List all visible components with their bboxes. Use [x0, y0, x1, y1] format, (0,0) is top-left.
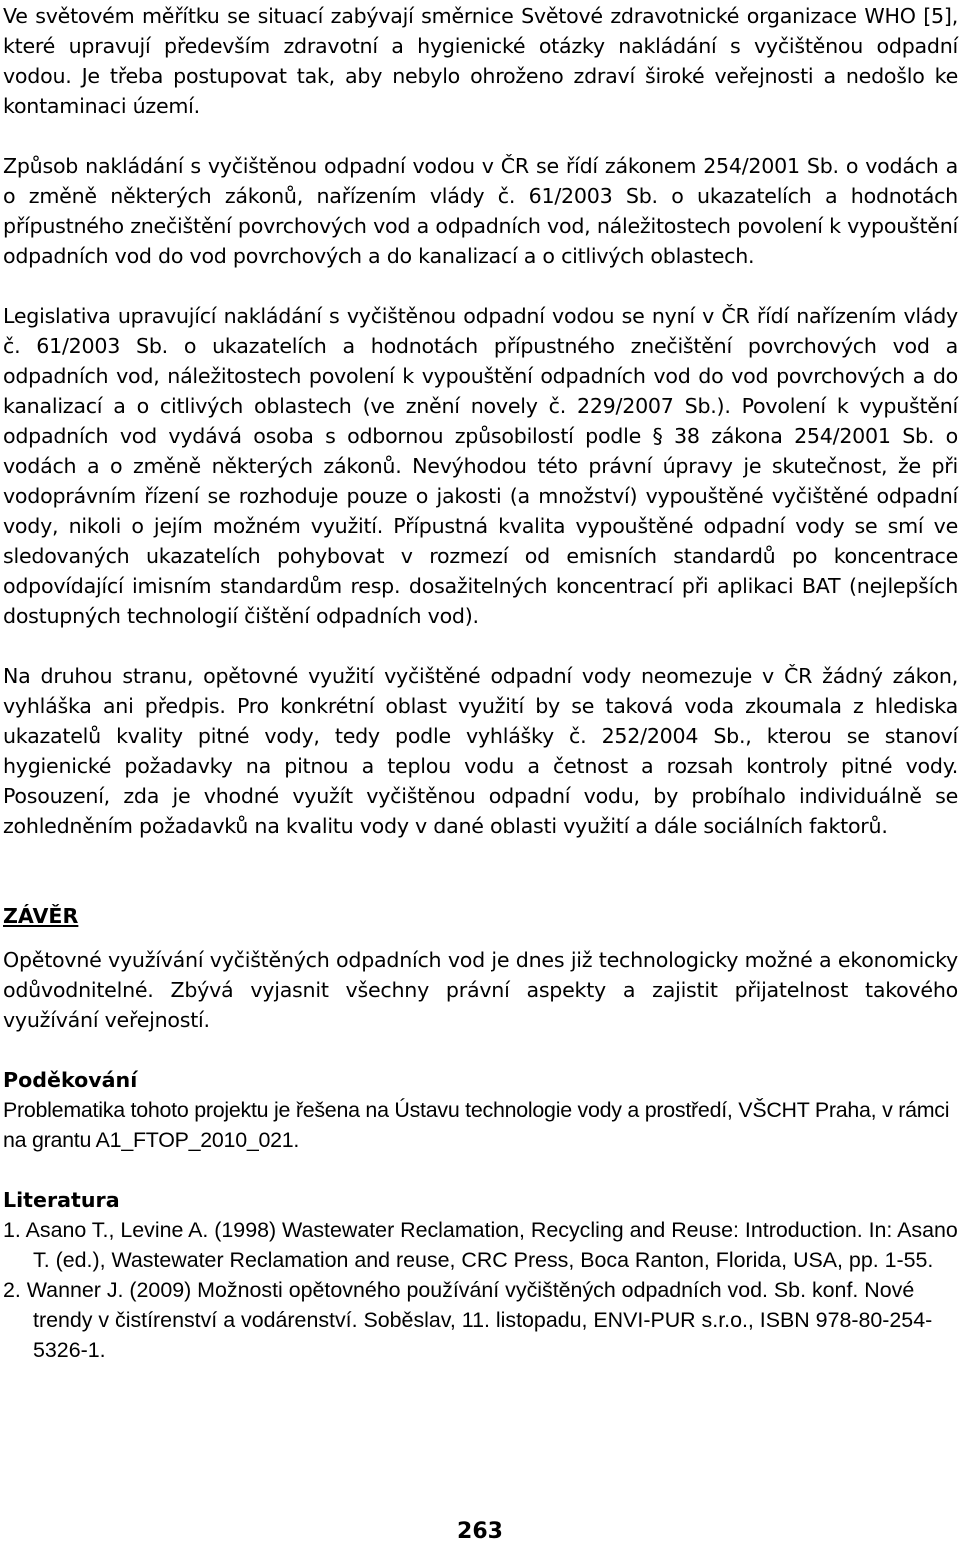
acknowledgement-section: [3, 1065, 958, 1155]
conclusion-heading: ZÁVĚR: [3, 904, 79, 928]
page-number: 263: [457, 1519, 503, 1544]
conclusion-text: Opětovné využívání vyčištěných odpadních vod je dnes již technologicky možné a ekonomicky odůvodnitelné. Zbývá vyjasnit všechny právní aspekty a zajistit přijatelnost takového využívání veřejností.: [3, 948, 958, 1032]
paragraph-legislation: Legislativa upravující nakládání s vyčištěnou odpadní vodou se nyní v ČR řídí nařízením vlády č. 61/2003 Sb. o ukazatelích a hodnotách přípustného znečištění povrchových vod a odpadních vod, náležitostech povolení k vypouštění odpadních vod do vod povrchových a do kanalizací a o citlivých oblastech (ve znění novely č. 229/2007 Sb.). Povolení k vypuštění odpadních vod vydává osoba s odbornou způsobilostí podle § 38 zákona 254/2001 Sb. o vodách a o změně některých zákonů. Nevýhodou této právní úpravy je skutečnost, že při vodoprávním řízení se rozhoduje pouze o jakosti (a množství) vypouštěné vyčištěné odpadní vody, nikoli o jejím možném využití. Přípustná kvalita vypouštěné odpadní vody se smí ve sledovaných ukazatelích pohybovat v rozmezí od emisních standardů po koncentrace odpovídající imisním standardům resp. dosažitelných koncentrací při aplikaci BAT (nejlepších dostupných technologií čištění odpadních vod).: [3, 304, 958, 628]
acknowledgement-heading: Poděkování: [3, 1068, 138, 1092]
literature-section: [3, 1185, 958, 1365]
paragraph-czech-law: Způsob nakládání s vyčištěnou odpadní vodou v ČR se řídí zákonem 254/2001 Sb. o vodách a o změně některých zákonů, nařízením vlády č. 61/2003 Sb. o ukazatelích a hodnotách přípustného znečištění povrchových vod a odpadních vod, náležitostech povolení k vypouštění odpadních vod do vod povrchových a do kanalizací a o citlivých oblastech.: [3, 154, 958, 268]
reference-item: 1. Asano T., Levine A. (1998) Wastewater Reclamation, Recycling and Reuse: Introduction. In: Asano T. (ed.), Wastewater Reclamation and reuse, CRC Press, Boca Ranton, Florida, USA, pp. 1-55.: [3, 1218, 958, 1272]
paragraph-who-guidelines: Ve světovém měřítku se situací zabývají směrnice Světové zdravotnické organizace WHO [5], které upravují především zdravotní a hygienické otázky nakládání s vyčištěnou odpadní vodou. Je třeba postupovat tak, aby nebylo ohroženo zdraví široké veřejnosti a nedošlo ke kontaminaci území.: [3, 4, 958, 118]
conclusion-section: [3, 901, 958, 1035]
literature-heading: Literatura: [3, 1188, 120, 1212]
reference-list: [3, 1215, 958, 1365]
paragraph-reuse: Na druhou stranu, opětovné využití vyčištěné odpadní vody neomezuje v ČR žádný zákon, vyhláška ani předpis. Pro konkrétní oblast využití by se taková voda zkoumala z hlediska ukazatelů kvality pitné vody, tedy podle vyhlášky č. 252/2004 Sb., kterou se stanoví hygienické požadavky na pitnou a teplou vodu a četnost a rozsah kontroly pitné vody. Posouzení, zda je vhodné využít vyčištěnou odpadní vodu, by probíhalo individuálně se zohledněním požadavků na kvalitu vody v dané oblasti využití a dále sociálních faktorů.: [3, 664, 958, 838]
acknowledgement-text: Problematika tohoto projektu je řešena na Ústavu technologie vody a prostředí, VŠCHT Praha, v rámci na grantu A1_FTOP_2010_021.: [3, 1098, 950, 1152]
document-page: [3, 0, 958, 1365]
reference-item: 2. Wanner J. (2009) Možnosti opětovného používání vyčištěných odpadních vod. Sb. konf. Nové trendy v čistírenství a vodárenství. Soběslav, 11. listopadu, ENVI-PUR s.r.o., ISBN 978-80-254-5326-1.: [3, 1278, 933, 1362]
